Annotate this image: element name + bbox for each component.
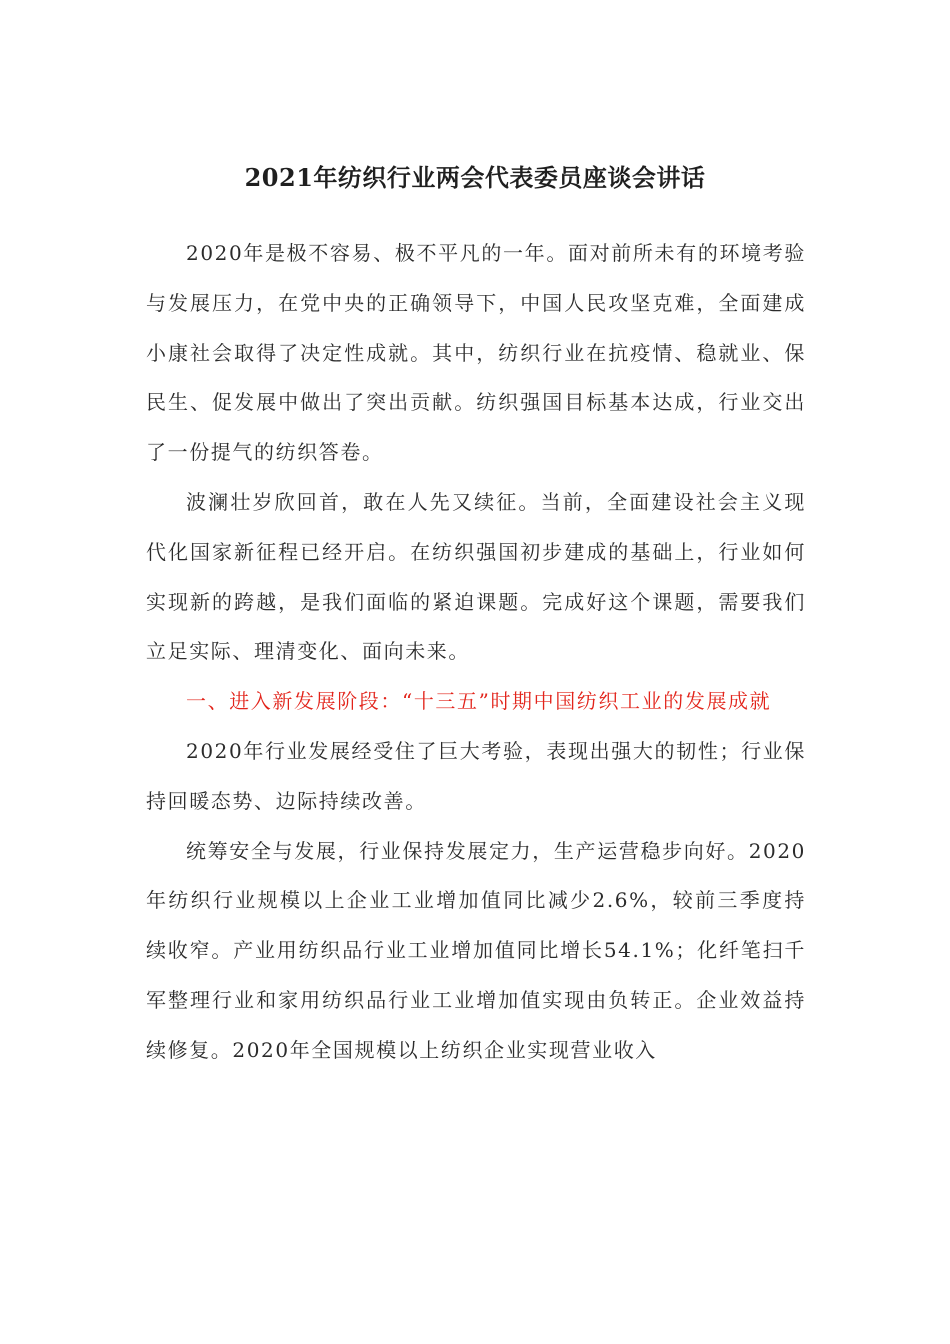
document-title: 2021年纺织行业两会代表委员座谈会讲话 bbox=[244, 163, 706, 192]
section-heading-1: 一、进入新发展阶段：“十三五”时期中国纺织工业的发展成就 bbox=[186, 689, 772, 714]
paragraph-resilience: 2020年行业发展经受住了巨大考验，表现出强大的韧性；行业保持回暖态势、边际持续改善。 bbox=[146, 738, 806, 813]
paragraph-outlook: 波澜壮岁欣回首，敢在人先又续征。当前，全面建设社会主义现代化国家新征程已经开启。在纺织强国初步建成的基础上，行业如何实现新的跨越，是我们面临的紧迫课题。完成好这个课题，需要我们立足实际、理清变化、面向未来。 bbox=[146, 489, 806, 664]
paragraph-intro: 2020年是极不容易、极不平凡的一年。面对前所未有的环境考验与发展压力，在党中央的正确领导下，中国人民攻坚克难，全面建成小康社会取得了决定性成就。其中，纺织行业在抗疫情、稳就业、保民生、促发展中做出了突出贡献。纺织强国目标基本达成，行业交出了一份提气的纺织答卷。 bbox=[146, 241, 806, 465]
paragraph-production: 统筹安全与发展，行业保持发展定力，生产运营稳步向好。2020年纺织行业规模以上企业工业增加值同比减少2.6%，较前三季度持续收窄。产业用纺织品行业工业增加值同比增长54.1%；化纤笔扫千军整理行业和家用纺织品行业工业增加值实现由负转正。企业效益持续修复。2020年全国规模以上纺织企业实现营业收入 bbox=[146, 838, 806, 1062]
document-body bbox=[146, 229, 806, 1076]
